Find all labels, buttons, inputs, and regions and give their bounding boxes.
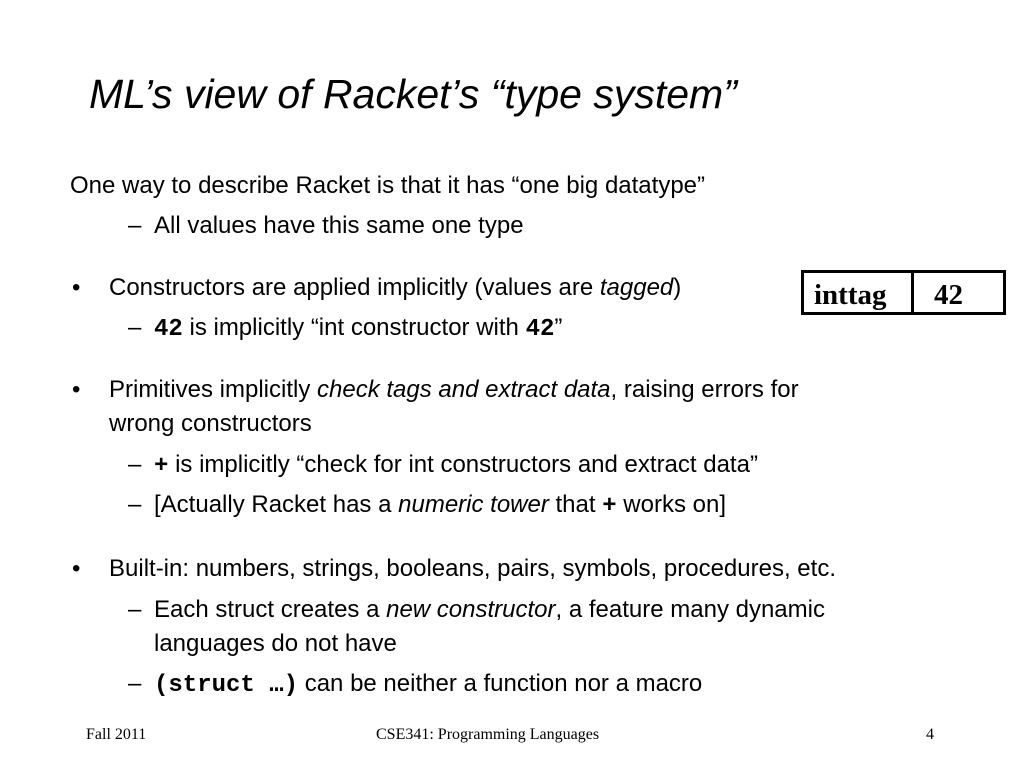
bullet1-sub-post: ” [554,314,563,341]
bullet2-line2: wrong constructors [109,410,312,437]
footer-course: CSE341: Programming Languages [376,726,600,743]
bullet2-sub2-em: numeric tower [398,491,549,518]
page-number: 4 [926,726,934,743]
bullet2-sub2-pre: [Actually Racket has a [154,491,399,518]
code-plus: + [602,493,617,520]
bullet1-em: tagged [599,274,674,301]
bullet3-sub1-pre: Each struct creates a [154,596,387,623]
dash-marker: – [128,670,142,697]
tag-cell: inttag [804,273,914,312]
bullet2-sub2-post: works on] [616,491,726,518]
bullet2-post: , raising errors for [610,376,799,403]
bullet1-pre: Constructors are applied implicitly (values are [109,274,600,301]
bullet2-em: check tags and extract data [317,376,611,403]
bullet2-sub1-text: is implicitly “check for int constructors and extract data” [168,451,758,478]
slide-title: ML’s view of Racket’s “type system” [89,71,737,117]
bullet3-sub1 [154,596,825,624]
code-plus: + [154,453,169,480]
value-cell: 42 [934,279,963,311]
bullet2-text [109,376,799,404]
dash-marker: – [128,596,142,623]
dash-marker: – [128,491,142,518]
bullet3-sub1-line2: languages do not have [154,630,397,657]
intro-sub: All values have this same one type [154,212,524,239]
bullet3-text: Built-in: numbers, strings, booleans, pairs, symbols, procedures, etc. [109,555,836,582]
bullet1-sub-mid: is implicitly “int constructor with [182,314,526,341]
bullet3-sub1-post: , a feature many dynamic [555,596,825,623]
bullet3-sub2-text: can be neither a function nor a macro [298,670,703,697]
code-42: 42 [525,316,555,343]
dash-marker: – [128,451,142,478]
intro-text: One way to describe Racket is that it has “one big datatype” [70,172,706,199]
bullet1-text [109,274,681,302]
code-struct: (struct …) [154,672,299,699]
bullet1-post: ) [673,274,682,301]
bullet2-sub2 [154,491,726,521]
bullet-marker: • [72,274,81,301]
bullet2-pre: Primitives implicitly [109,376,318,403]
bullet3-sub1-em: new constructor [386,596,556,623]
bullet-marker: • [72,376,81,403]
bullet2-sub1 [154,451,758,481]
dash-marker: – [128,314,142,341]
tagged-value-box [801,270,1006,315]
bullet1-sub [154,314,562,344]
footer-date: Fall 2011 [86,726,147,743]
bullet-marker: • [72,555,81,582]
code-42: 42 [154,316,183,343]
bullet2-sub2-mid: that [548,491,603,518]
bullet3-sub2 [154,670,702,700]
dash-marker: – [128,212,142,239]
